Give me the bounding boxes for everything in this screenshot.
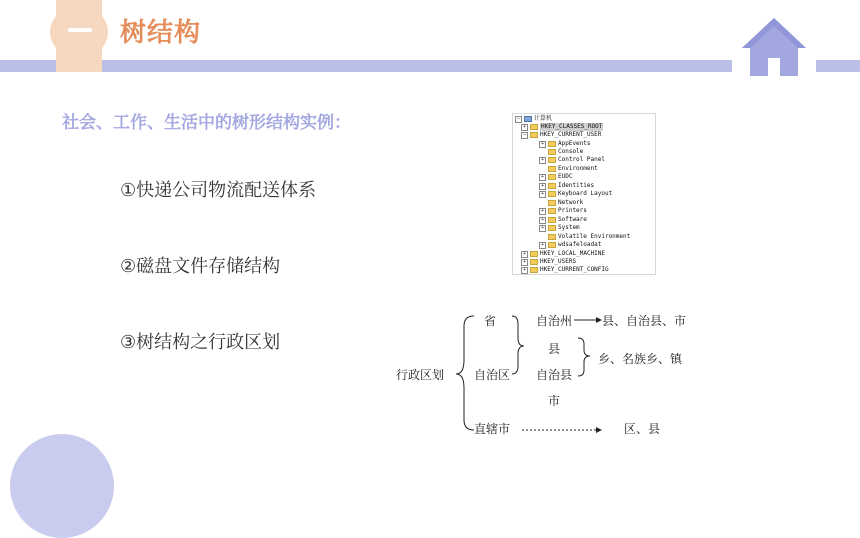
diagram-county: 县 <box>548 342 561 356</box>
diagram-prefecture-children: 县、自治县、市 <box>602 314 687 328</box>
registry-row: + Identities <box>540 182 595 189</box>
computer-icon <box>524 116 532 122</box>
registry-row: + Software <box>540 216 587 223</box>
expand-icon: + <box>522 258 526 265</box>
folder-icon <box>548 242 556 248</box>
folder-icon <box>548 141 556 147</box>
section-subtitle: 社会、工作、生活中的树形结构实例： <box>62 113 351 133</box>
folder-icon <box>530 124 538 130</box>
expand-icon: + <box>522 250 526 257</box>
folder-icon <box>548 208 556 214</box>
folder-icon <box>548 183 556 189</box>
diagram-municipality: 直辖市 <box>474 422 511 436</box>
expand-icon: + <box>540 140 544 147</box>
registry-row: + HKEY_USERS <box>522 258 577 265</box>
folder-icon <box>530 267 538 273</box>
folder-icon <box>530 251 538 257</box>
collapse-icon: − <box>516 115 520 122</box>
folder-icon <box>548 157 556 163</box>
home-icon[interactable] <box>738 14 810 80</box>
folder-icon <box>548 191 556 197</box>
expand-icon: + <box>540 207 544 214</box>
header-bar <box>0 60 860 72</box>
section-badge-circle <box>50 6 108 58</box>
folder-icon <box>548 225 556 231</box>
diagram-municipality-children: 区、县 <box>624 422 661 436</box>
folder-icon <box>548 200 556 206</box>
diagram-town-children: 乡、名族乡、镇 <box>598 352 683 366</box>
registry-row: Environment <box>539 165 598 173</box>
expand-icon: + <box>522 266 526 273</box>
section-number-one <box>68 28 92 32</box>
registry-row: Volatile Environment <box>539 233 630 241</box>
decorative-circle <box>10 434 114 538</box>
registry-row: + EUDC <box>540 173 573 180</box>
diagram-autonomous-county: 自治县 <box>536 368 573 382</box>
registry-row: Console <box>539 148 583 156</box>
registry-row: Network <box>539 199 583 207</box>
folder-icon <box>548 217 556 223</box>
diagram-city: 市 <box>548 394 561 408</box>
folder-icon <box>548 166 556 172</box>
expand-icon: + <box>540 224 544 231</box>
registry-row: − HKEY_CURRENT_USER <box>522 131 602 138</box>
expand-icon: + <box>540 182 544 189</box>
expand-icon: + <box>540 156 544 163</box>
registry-row: + HKEY_LOCAL_MACHINE <box>522 250 606 257</box>
expand-icon: + <box>522 123 526 130</box>
expand-icon: + <box>540 173 544 180</box>
registry-root: − 计算机 <box>516 115 553 122</box>
folder-icon <box>530 259 538 265</box>
folder-icon <box>548 174 556 180</box>
diagram-root: 行政区划 <box>396 368 445 382</box>
folder-icon <box>530 132 538 138</box>
diagram-province: 省 <box>484 314 497 328</box>
example-item-disk: ②磁盘文件存储结构 <box>120 256 281 277</box>
registry-row: + wdsafeloadat <box>540 241 602 248</box>
registry-row: + Control Panel <box>540 156 605 163</box>
registry-row: + Keyboard Layout <box>540 190 613 197</box>
example-item-admin: ③树结构之行政区划 <box>120 332 281 353</box>
registry-tree-image <box>512 113 656 275</box>
folder-icon <box>548 149 556 155</box>
page-title: 树结构 <box>120 18 202 48</box>
example-item-delivery: ①快递公司物流配送体系 <box>120 180 317 201</box>
registry-row: + Printers <box>540 207 587 214</box>
diagram-autonomous-prefecture: 自治州 <box>536 314 573 328</box>
expand-icon: + <box>540 241 544 248</box>
expand-icon: + <box>540 190 544 197</box>
registry-row: + HKEY_CURRENT_CONFIG <box>522 266 609 273</box>
registry-row: + AppEvents <box>540 140 591 147</box>
folder-icon <box>548 234 556 240</box>
diagram-autonomous-region: 自治区 <box>474 368 511 382</box>
expand-icon: + <box>540 216 544 223</box>
registry-row: + System <box>540 224 580 231</box>
registry-row: + HKEY_CLASSES_ROOT <box>522 123 603 130</box>
collapse-icon: − <box>522 131 526 138</box>
